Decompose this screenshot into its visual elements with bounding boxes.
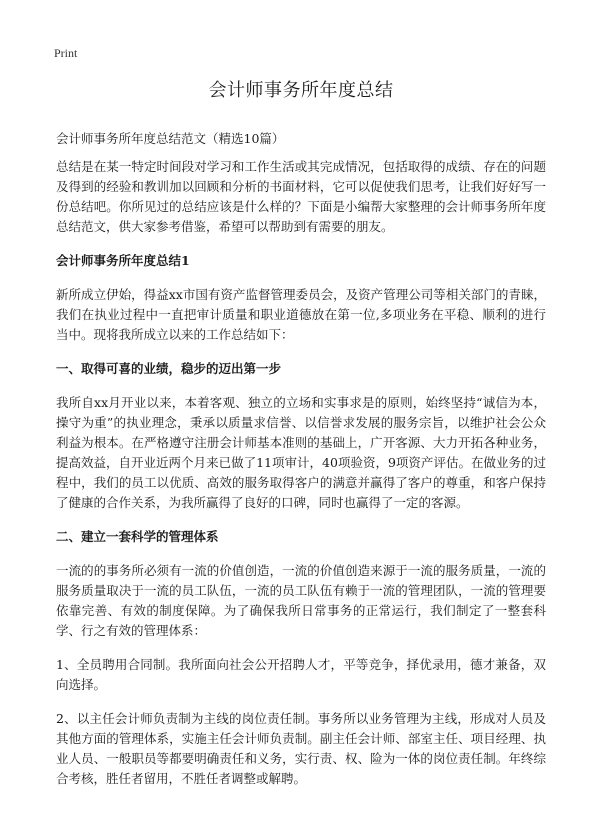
achievements-paragraph: 我所自xx月开业以来，本着客观、独立的立场和实事求是的原则，始终坚持“诚信为本，操守为重”的执业理念，秉承以质量求信誉、以信誉求发展的服务宗旨，以维护社会公众利益为根本。在严格遵守注册会计师基本准则的基础上，广开客源、大力开拓各种业务，提高效益，自开业近两个月来已做了11项审计，40项验资，9项资产评估。在做业务的过程中，我们的员工以优质、高效的服务取得客户的满意并赢得了客户的尊重，和客户保持了健康的合作关系，为我所赢得了良好的口碑，同时也赢得了一定的客源。 <box>56 395 546 510</box>
document-subtitle: 会计师事务所年度总结范文（精选10篇） <box>56 131 285 146</box>
document-title: 会计师事务所年度总结 <box>208 80 394 101</box>
section-heading-1: 会计师事务所年度总结1 <box>56 253 190 268</box>
subheading-management: 二、建立一套科学的管理体系 <box>56 529 219 544</box>
intro-paragraph: 总结是在某一特定时间段对学习和工作生活或其完成情况，包括取得的成绩、存在的问题及得到的经验和教训加以回顾和分析的书面材料，它可以促使我们思考，让我们好好写一份总结吧。你所见过的总结应该是什么样的？下面是小编帮大家整理的会计师事务所年度总结范文，供大家参考借鉴，希望可以帮助到有需要的朋友。 <box>56 159 546 234</box>
list-item-responsibility: 2、以主任会计师负责制为主线的岗位责任制。事务所以业务管理为主线，形成对人员及其他方面的管理体系，实施主任会计师负责制。副主任会计师、部室主任、项目经理、执业人员、一般职员等都要明确责任和义务，实行责、权、险为一体的岗位责任制。年终综合考核，胜任者留用，不胜任者调整或解聘。 <box>56 711 546 786</box>
management-paragraph: 一流的的事务所必须有一流的价值创造，一流的价值创造来源于一流的服务质量，一流的服务质量取决于一流的员工队伍，一流的员工队伍有赖于一流的管理团队，一流的管理要依靠完善、有效的制度保障。为了确保我所日常事务的正常运行，我们制定了一整套科学、行之有效的管理体系： <box>56 563 546 638</box>
print-link[interactable]: Print <box>54 46 78 60</box>
document-body <box>56 78 546 803</box>
section-intro-paragraph: 新所成立伊始，得益xx市国有资产监督管理委员会，及资产管理公司等相关部门的青睐，我们在执业过程中一直把审计质量和职业道德放在第一位,多项业务在平稳、顺利的进行当中。现将我所成立以来的工作总结如下： <box>56 287 546 342</box>
list-item-hiring: 1、全员聘用合同制。我所面向社会公开招聘人才，平等竞争，择优录用，德才兼备，双向选择。 <box>56 657 546 692</box>
subheading-achievements: 一、取得可喜的业绩，稳步的迈出第一步 <box>56 361 282 376</box>
